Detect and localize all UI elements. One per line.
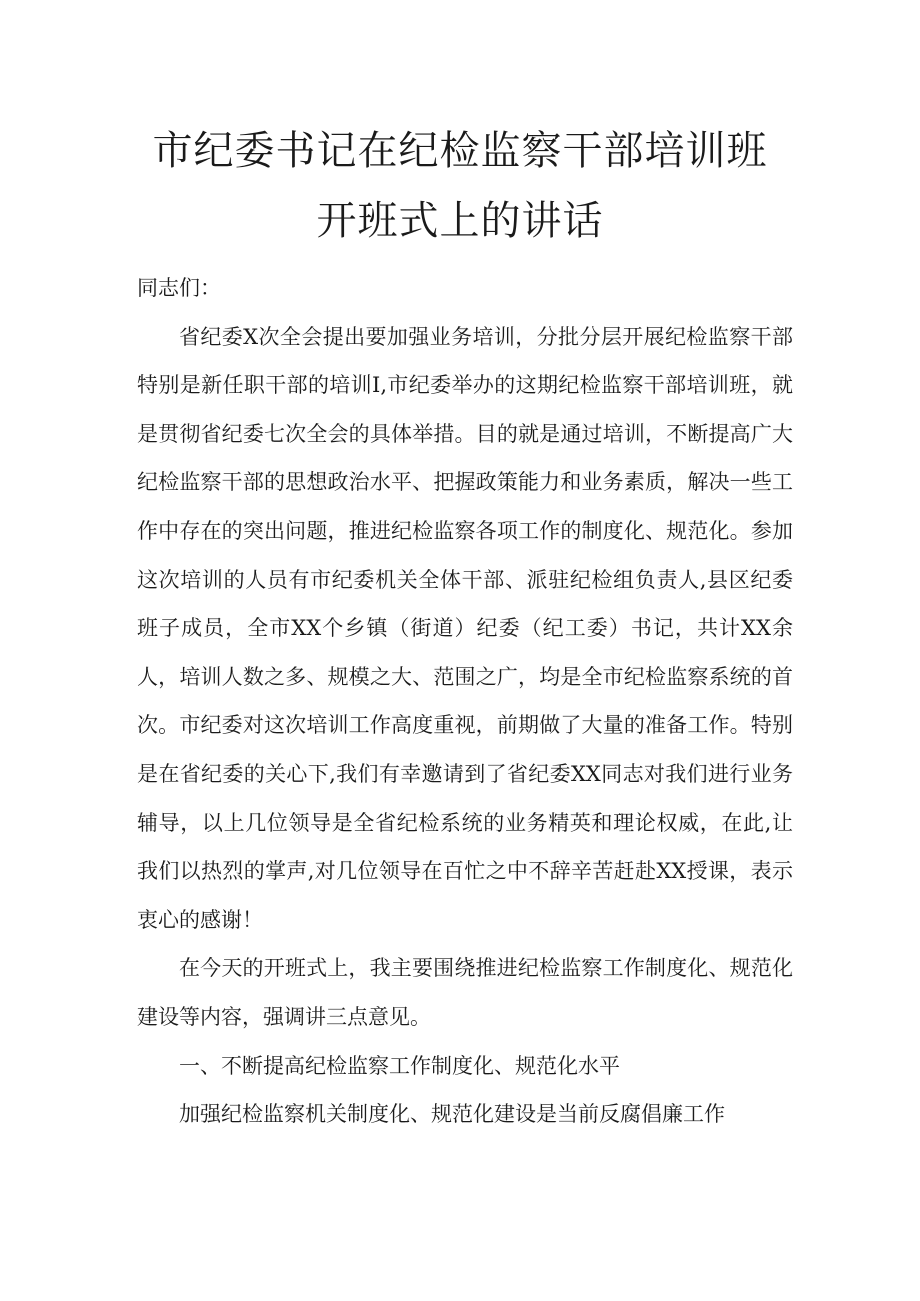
paragraph-section-1: 加强纪检监察机关制度化、规范化建设是当前反腐倡廉工作 [179, 1102, 725, 1127]
paragraph-intro: 省纪委X次全会提出要加强业务培训，分批分层开展纪检监察干部特别是新任职干部的培训I,市纪委举办的这期纪检监察干部培训班，就是贯彻省纪委七次全会的具体举措。目的就是通过培训，不断提高广大纪检监察干部的思想政治水平、把握政策能力和业务素质，解决一些工作中存在的突出问题，推进纪检监察各项工作的制度化、规范化。参加这次培训的人员有市纪委机关全体干部、派驻纪检组负责人,县区纪委班子成员，全市XX个乡镇（街道）纪委（纪工委）书记，共计XX余人，培训人数之多、规模之大、范围之广，均是全市纪检监察系统的首次。市纪委对这次培训工作高度重视，前期做了大量的准备工作。特别是在省纪委的关心下,我们有幸邀请到了省纪委XX同志对我们进行业务辅导，以上几位领导是全省纪检系统的业务精英和理论权威，在此,让我们以热烈的掌声,对几位领导在百忙之中不辞辛苦赶赴XX授课，表示衷心的感谢！ [137, 324, 793, 932]
document-title-line-2: 开班式上的讲话 [316, 198, 604, 244]
document-body [137, 264, 793, 1139]
paragraph-overview: 在今天的开班式上，我主要围绕推进纪检监察工作制度化、规范化建设等内容，强调讲三点意见。 [137, 956, 793, 1029]
document-title-line-1: 市纪委书记在纪检监察干部培训班 [152, 128, 768, 174]
salutation: 同志们： [137, 276, 221, 300]
section-heading-1: 一、不断提高纪检监察工作制度化、规范化水平 [179, 1053, 620, 1078]
